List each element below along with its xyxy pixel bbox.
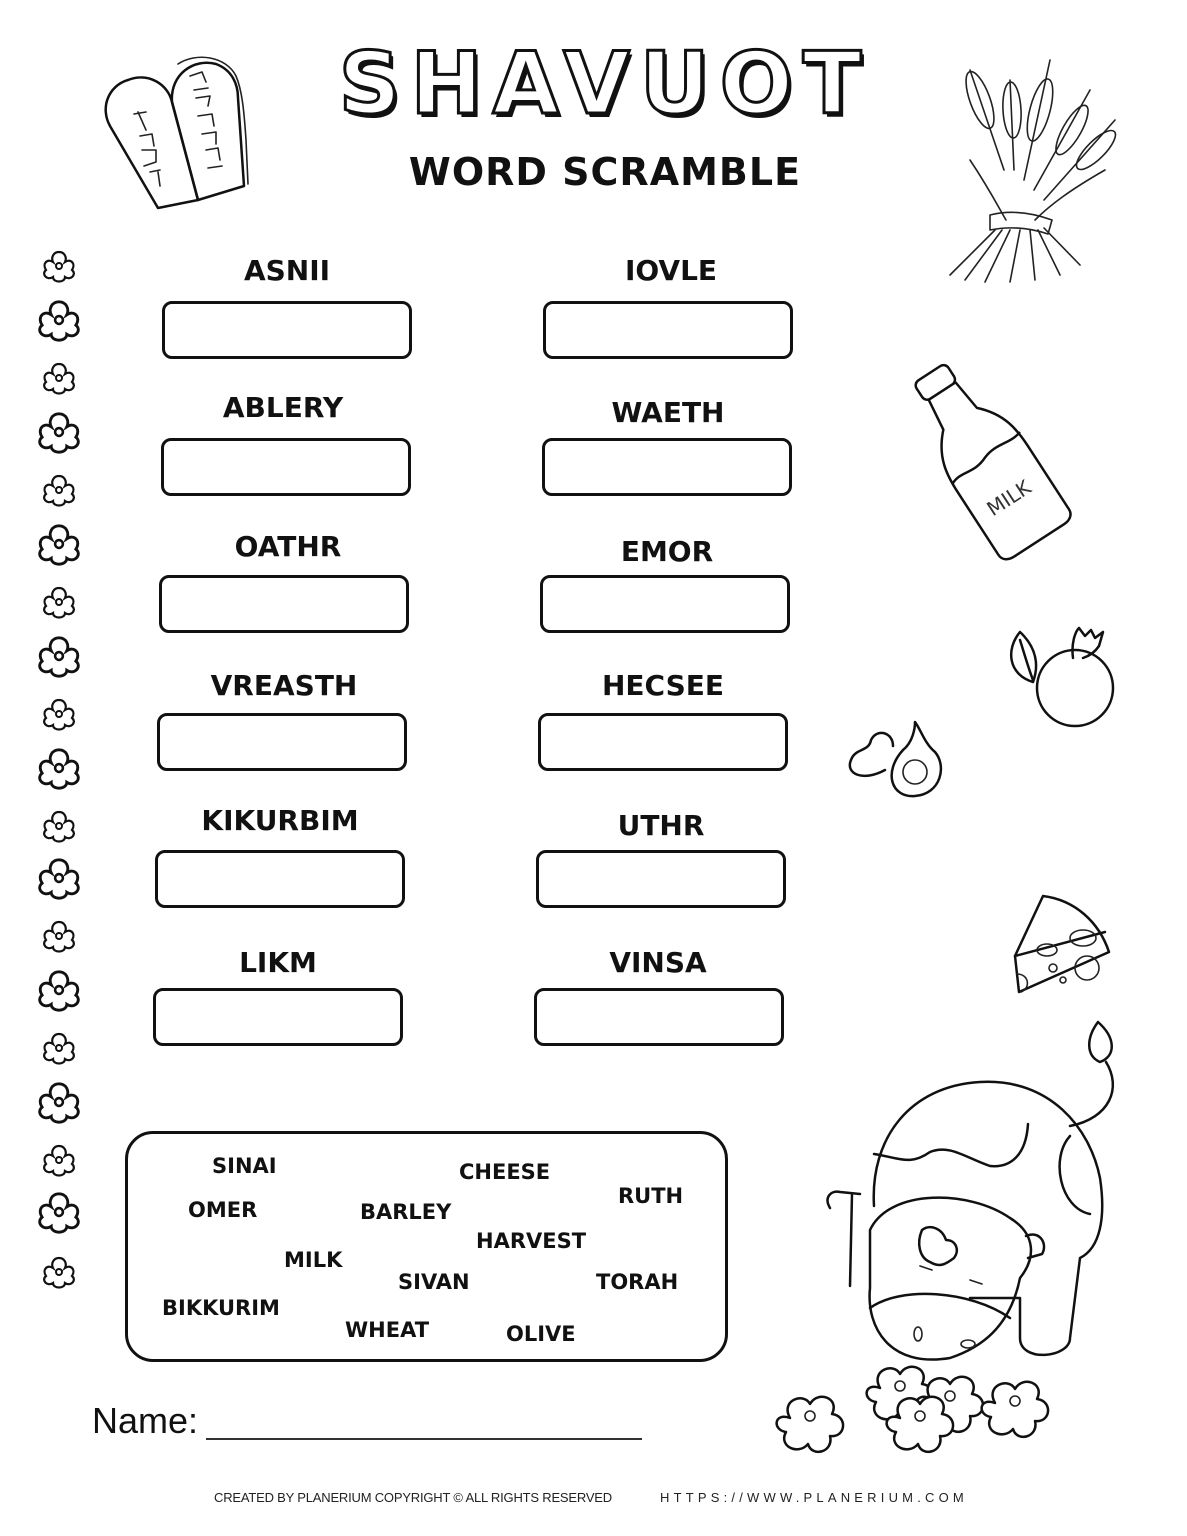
flower-icon <box>44 476 74 506</box>
answer-box[interactable] <box>157 713 407 771</box>
word-bank-item: OMER <box>188 1198 258 1222</box>
flower-icon <box>44 700 74 730</box>
scrambled-word: KIKURBIM <box>201 804 359 837</box>
flower-icon <box>44 1034 74 1064</box>
flower-icon <box>44 364 74 394</box>
flower-icon <box>44 812 74 842</box>
answer-box[interactable] <box>542 438 792 496</box>
scrambled-word: HECSEE <box>601 669 725 702</box>
answer-box[interactable] <box>161 438 411 496</box>
flower-icon <box>44 1258 74 1288</box>
word-bank-item: BARLEY <box>360 1200 452 1224</box>
answer-box[interactable] <box>153 988 403 1046</box>
cow-eating-flowers-icon <box>770 1018 1150 1443</box>
scrambled-word: ASNII <box>243 254 331 287</box>
name-label: Name: <box>92 1400 199 1441</box>
word-bank-item: HARVEST <box>476 1229 587 1253</box>
answer-box[interactable] <box>162 301 412 359</box>
ten-commandments-tablets-icon <box>98 50 248 215</box>
scrambled-word: UTHR <box>617 809 705 842</box>
flower-icon <box>40 972 79 1010</box>
word-bank-item: WHEAT <box>345 1318 430 1342</box>
scrambled-word: ABLERY <box>222 391 344 424</box>
answer-box[interactable] <box>534 988 784 1046</box>
word-bank-item: MILK <box>284 1248 343 1272</box>
answer-box[interactable] <box>536 850 786 908</box>
scrambled-word: EMOR <box>620 535 714 568</box>
flower-icon <box>40 638 79 676</box>
milk-bottle-icon <box>895 352 1070 557</box>
flower-border <box>36 248 82 1288</box>
flower-icon <box>40 526 79 564</box>
worksheet-title: SHAVUOT <box>338 34 872 134</box>
footer-url[interactable]: HTTPS://WWW.PLANERIUM.COM <box>660 1490 968 1505</box>
wheat-sheaf-icon <box>940 50 1130 285</box>
flower-icon <box>40 1084 79 1122</box>
footer-credit: CREATED BY PLANERIUM COPYRIGHT © ALL RIGHTS RESERVED <box>214 1490 612 1505</box>
scrambled-word: VREASTH <box>210 669 358 702</box>
scrambled-word: OATHR <box>234 530 342 563</box>
word-bank-item: CHEESE <box>459 1160 551 1184</box>
answer-box[interactable] <box>155 850 405 908</box>
flower-icon <box>40 860 79 898</box>
scrambled-word: WAETH <box>611 396 725 429</box>
fig-icon <box>843 720 948 800</box>
flower-icon <box>44 588 74 618</box>
word-bank-item: OLIVE <box>506 1322 576 1346</box>
answer-box[interactable] <box>538 713 788 771</box>
word-bank <box>125 1131 728 1362</box>
worksheet-subtitle: WORD SCRAMBLE <box>408 150 802 194</box>
milk-bottle-label: MILK <box>982 475 1036 521</box>
scrambled-word: VINSA <box>609 946 707 979</box>
word-bank-item: BIKKURIM <box>162 1296 280 1320</box>
word-bank-item: RUTH <box>618 1184 684 1208</box>
answer-box[interactable] <box>543 301 793 359</box>
flower-icon <box>40 414 79 452</box>
answer-box[interactable] <box>159 575 409 633</box>
flower-icon <box>44 252 74 282</box>
answer-box[interactable] <box>540 575 790 633</box>
word-bank-item: SINAI <box>212 1154 277 1178</box>
word-bank-item: TORAH <box>596 1270 679 1294</box>
cheese-wedge-icon <box>995 892 1115 1002</box>
flower-icon <box>44 1146 74 1176</box>
pomegranate-icon <box>995 620 1120 730</box>
scrambled-word: IOVLE <box>624 254 718 287</box>
name-input-line[interactable] <box>206 1438 642 1440</box>
scrambled-word: LIKM <box>239 946 317 979</box>
flower-icon <box>40 1194 79 1232</box>
flower-icon <box>40 750 79 788</box>
word-bank-item: SIVAN <box>398 1270 470 1294</box>
flower-icon <box>44 922 74 952</box>
flower-icon <box>40 302 79 340</box>
